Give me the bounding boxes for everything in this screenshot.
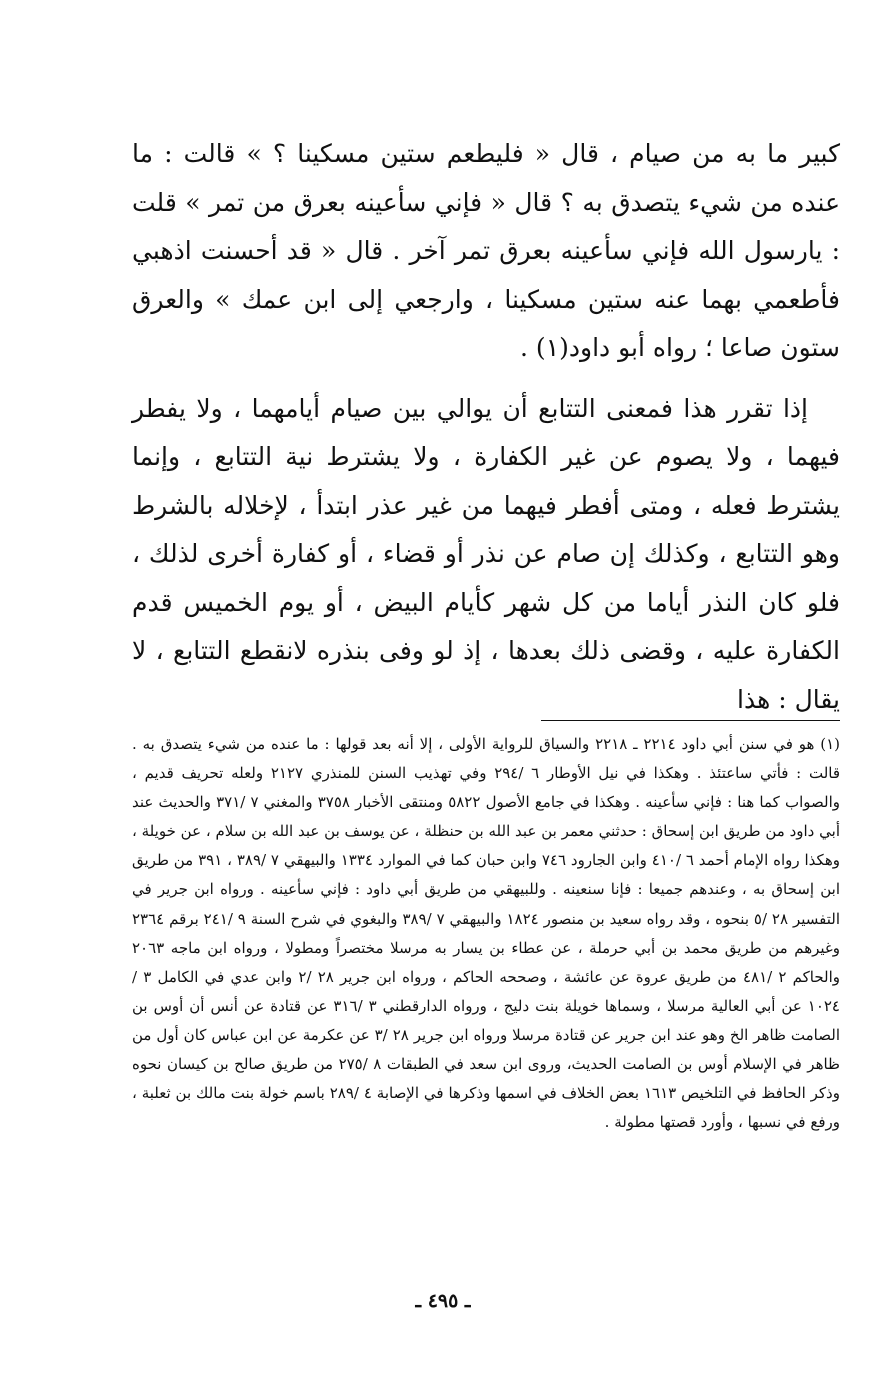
page-number: ـ ٤٩٥ ـ [415, 1290, 471, 1312]
main-paragraph-2: إذا تقرر هذا فمعنى التتابع أن يوالي بين صيام أيامهما ، ولا يفطر فيهما ، ولا يصوم عن غير الكفارة ، ولا يشترط نية التتابع ، وإنما يشترط فعله ، ومتى أفطر فيهما من غير عذر ابتدأ ، لإخلاله بالشرط وهو التتابع ، وكذلك إن صام عن نذر أو قضاء ، أو كفارة أخرى لذلك ، فلو كان النذر أياما من كل شهر كأيام البيض ، أو يوم الخميس قدم الكفارة عليه ، وقضى ذلك بعدها ، إذ لو وفى بنذره لانقطع التتابع ، لا يقال : هذا [132, 393, 840, 714]
main-text-block [132, 130, 840, 724]
footnote-block [132, 730, 840, 1137]
footnote-separator [541, 720, 840, 721]
footnote-1: (١) هو في سنن أبي داود ٢٢١٤ ـ ٢٢١٨ والسياق للرواية الأولى ، إلا أنه بعد قولها : ما عنده من شيء يتصدق به . قالت : فأتي ساعتئذ . وهكذا في نيل الأوطار ٦ /٢٩٤ وفي تهذيب السنن للمنذري ٢١٢٧ ولعله تحريف قديم ، والصواب كما هنا : فإني سأعينه . وهكذا في جامع الأصول ٥٨٢٢ ومنتقى الأخبار ٣٧٥٨ والمغني ٧ /٣٧١ والحديث عند أبي داود من طريق ابن إسحاق : حدثني معمر بن عبد الله بن حنظلة ، عن يوسف بن عبد الله بن سلام ، عن خويلة ، وهكذا رواه الإمام أحمد ٦ /٤١٠ وابن الجارود ٧٤٦ وابن حبان كما في الموارد ١٣٣٤ والبيهقي ٧ /٣٨٩ ، ٣٩١ من طريق ابن إسحاق به ، وعندهم جميعا : فإنا سنعينه . وللبيهقي من طريق أبي داود : فإني سأعينه . ورواه ابن جرير في التفسير ٢٨ /٥ بنحوه ، وقد رواه سعيد بن منصور ١٨٢٤ والبيهقي ٧ /٣٨٩ والبغوي في شرح السنة ٩ /٢٤١ برقم ٢٣٦٤ وغيرهم من طريق محمد بن أبي حرملة ، عن عطاء بن يسار به مرسلا مختصراً ومطولا ، ورواه ابن ماجه ٢٠٦٣ والحاكم ٢ /٤٨١ من طريق عروة عن عائشة ، وصححه الحاكم ، ورواه ابن جرير ٢٨ /٢ وابن عدي في الكامل ٣ /١٠٢٤ عن أبي العالية مرسلا ، وسماها خويلة بنت دليج ، ورواه الدارقطني ٣ /٣١٦ عن قتادة عن أنس أن أوس بن الصامت ظاهر الخ وهو عند ابن جرير عن قتادة مرسلا ورواه ابن جرير ٢٨ /٣ عن عكرمة عن ابن عباس كان أول من ظاهر في الإسلام أوس بن الصامت الحديث، وروى ابن سعد في الطبقات ٨ /٢٧٥ من طريق صالح بن كيسان نحوه وذكر الحافظ في التلخيص ١٦١٣ بعض الخلاف في اسمها وذكرها في الإصابة ٤ /٢٨٩ باسم خولة بنت مالك بن ثعلبة ، ورفع في نسبها ، وأورد قصتها مطولة . [132, 735, 841, 1132]
main-paragraph-1: كبير ما به من صيام ، قال « فليطعم ستين مسكينا ؟ » قالت : ما عنده من شيء يتصدق به ؟ قال « فإني سأعينه بعرق من تمر » قلت : يارسول الله فإني سأعينه بعرق تمر آخر . قال « قد أحسنت اذهبي فأطعمي بهما عنه ستين مسكينا ، وارجعي إلى ابن عمك » والعرق ستون صاعا ؛ رواه أبو داود(١) . [132, 139, 840, 362]
